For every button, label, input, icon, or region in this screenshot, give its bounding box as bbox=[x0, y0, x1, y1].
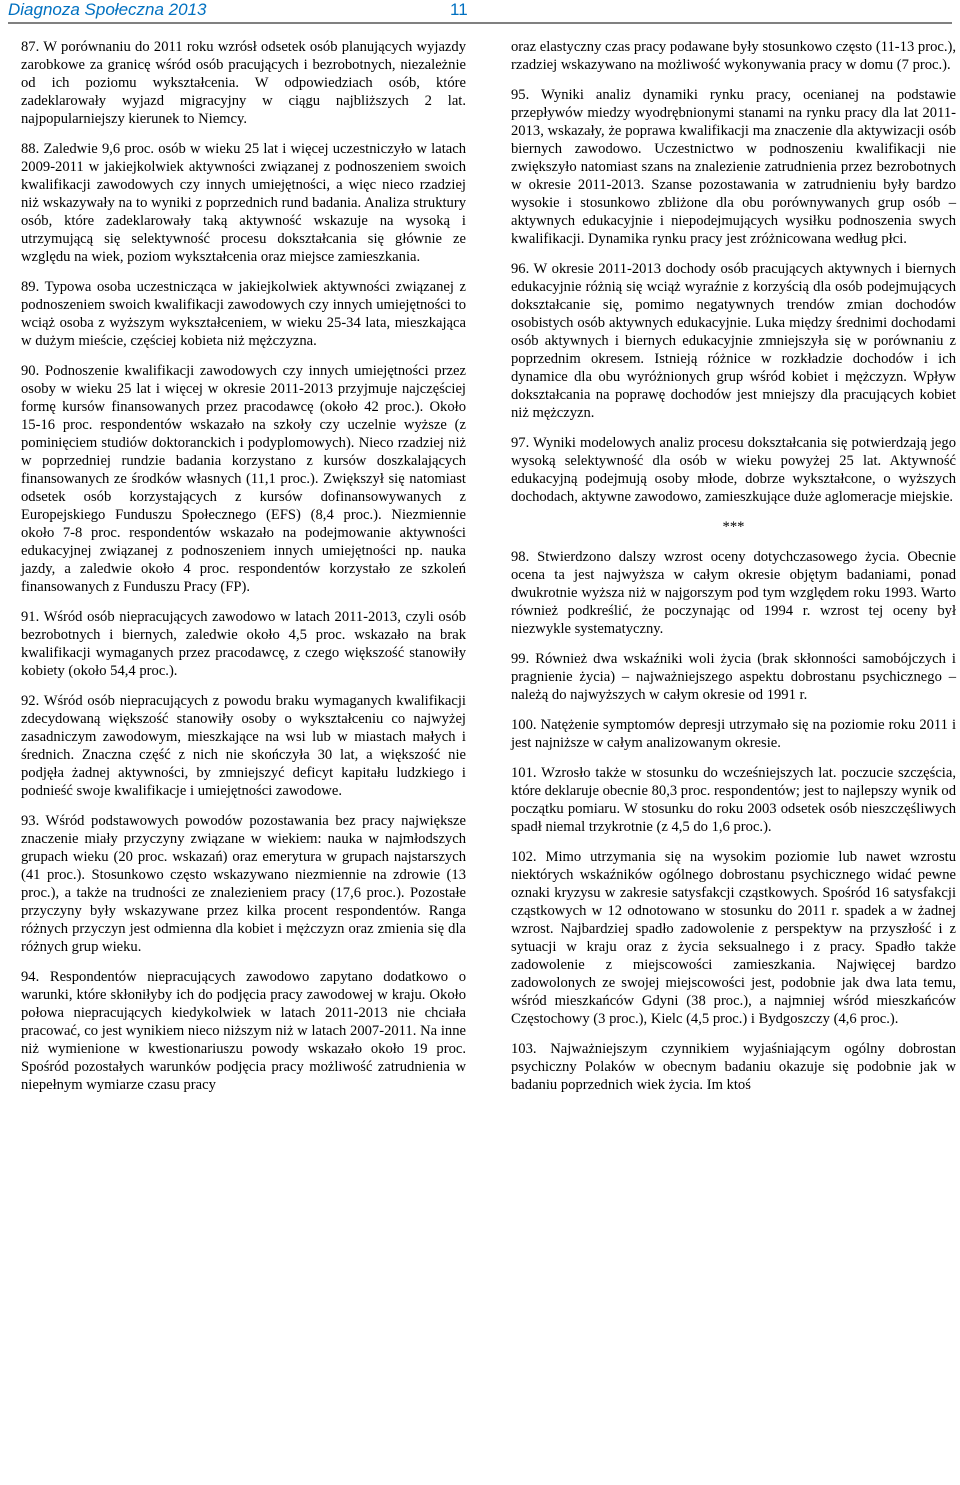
paragraph-103: 103. Najważniejszym czynnikiem wyjaśniającym ogólny dobrostan psychiczny Polaków w obecnym badaniu okazuje się podobnie jak w badaniu poprzednich wiek życia. Im ktoś bbox=[511, 1041, 956, 1093]
section-separator: *** bbox=[722, 519, 745, 535]
page-header bbox=[8, 0, 952, 24]
paragraph-93: 93. Wśród podstawowych powodów pozostawania bez pracy największe znaczenie miały przyczyny związane w wiekiem: nauka w najmłodszych grupach wieku (20 proc. wskazań) oraz emerytura w grupach najstarszych (41 proc.). Stosunkowo często wskazywano niezmiennie na zdrowie (13 proc.), a także na trudności ze znalezieniem pracy (17,6 proc.). Pozostałe przyczyny były wskazywane przez kilka procent respondentów. Ranga różnych przyczyn jest odmienna dla kobiet i mężczyzn oraz zmienia się dla różnych grup wieku. bbox=[21, 813, 466, 955]
paragraph-100: 100. Natężenie symptomów depresji utrzymało się na poziomie roku 2011 i jest najniższe w całym analizowanym okresie. bbox=[511, 717, 956, 751]
paragraph-101: 101. Wzrosło także w stosunku do wcześniejszych lat. poczucie szczęścia, które deklaruje obecnie 80,3 proc. respondentów; jest to najlepszy wynik od początku pomiaru. W stosunku do roku 2003 odsetek osób nieszczęśliwych spadł niemal trzykrotnie (z 4,5 do 1,6 proc.). bbox=[511, 765, 956, 835]
paragraph-94-continued: oraz elastyczny czas pracy podawane były stosunkowo często (11-13 proc.), rzadziej wskazywano na możliwość wykonywania pracy w domu (7 proc.). bbox=[511, 39, 956, 73]
page-number: 11 bbox=[450, 0, 468, 19]
paragraph-89: 89. Typowa osoba uczestnicząca w jakiejkolwiek aktywności związanej z podnoszeniem swoich kwalifikacji zawodowych czy innych umiejętności to wciąż osoba z wyższym wykształceniem, w wieku 25-34 lata, mieszkająca w dużym mieście, częściej kobieta niż mężczyzna. bbox=[21, 279, 466, 349]
header-title: Diagnoza Społeczna 2013 bbox=[8, 0, 207, 19]
paragraph-97: 97. Wyniki modelowych analiz procesu dokształcania się potwierdzają jego wysoką selektywność dla osób w wieku powyżej 25 lat. Aktywność edukacyjną podejmują osoby młode, dobrze wykształcone, o wyższych dochodach, aktywne zawodowo, zamieszkujące duże aglomeracje miejskie. bbox=[511, 435, 956, 505]
paragraph-102: 102. Mimo utrzymania się na wysokim poziomie lub nawet wzrostu niektórych wskaźników ogólnego dobrostanu psychicznego widać pewne oznaki kryzysu w zakresie satysfakcji cząstkowych. Spośród 16 satysfakcji cząstkowych w 12 odnotowano w stosunku do 2011 r. spadek a w żadnej wzrost. Najbardziej spadło zadowolenie z perspektyw na przyszłość i z sytuacji w kraju oraz z życia seksualnego i z pracy. Spadło także zadowolenie z miejscowości zamieszkania. Najwięcej bardzo zadowolonych ze swojej miejscowości jest, podobnie jak dwa lata temu, wśród mieszkańców Gdyni (38 proc.), a najmniej wśród mieszkańców Częstochowy (3 proc.), Kielc (4,5 proc.) i Bydgoszczy (4,6 proc.). bbox=[511, 849, 956, 1027]
paragraph-94: 94. Respondentów niepracujących zawodowo zapytano dodatkowo o warunki, które skłoniłyby ich do podjęcia pracy zawodowej w kraju. Około połowa niepracujących kiedykolwiek w latach 2011-2013 nie chciała pracować, co jest wynikiem nieco niższym niż w latach 2007-2011. Na inne niż wymienione w kwestionariuszu powody wskazało około 19 proc. Spośród pozostałych warunków podjęcia pracy możliwość zatrudnienia w niepełnym wymiarze czasu pracy bbox=[21, 969, 466, 1093]
right-column bbox=[511, 38, 956, 1106]
paragraph-96: 96. W okresie 2011-2013 dochody osób pracujących aktywnych i biernych edukacyjnie różnią się wciąż wyraźnie z korzyścią dla osób podejmujących dokształcanie się, pomimo negatywnych trendów zmian dochodów osobistych osób aktywnych edukacyjnie. Luka między średnimi dochodami osób aktywnych i biernych edukacyjnie zmniejszyła się w porównaniu z poprzednim okresem. Istnieją różnice w rozkładzie dochodów i ich dynamice dla obu wyróżnionych grup wśród kobiet i mężczyzn. Wpływ dokształcania na poprawę dochodów jest mniejszy dla pracujących kobiet niż mężczyzn. bbox=[511, 261, 956, 421]
paragraph-99: 99. Również dwa wskaźniki woli życia (brak skłonności samobójczych i pragnienie życia) – najważniejszego aspektu dobrostanu psychicznego – należą do najwyższych w całym okresie od 1991 r. bbox=[511, 651, 956, 703]
paragraph-92: 92. Wśród osób niepracujących z powodu braku wymaganych kwalifikacji zdecydowaną większość stanowiły osoby o wykształceniu co najwyżej zasadniczym zawodowym, mieszkające na wsi lub w miastach małych i średnich. Znaczna część z nich nie skończyła 30 lat, a większość nie podjęła żadnej aktywności, by zmniejszyć deficyt kapitału ludzkiego i podnieść swoje kwalifikacje i umiejętności zawodowe. bbox=[21, 693, 466, 799]
paragraph-98: 98. Stwierdzono dalszy wzrost oceny dotychczasowego życia. Obecnie ocena ta jest najwyższa w całym okresie objętym badaniami, ponad dwukrotnie wyższa niż w najgorszym pod tym względem roku 1993. Warto również podkreślić, że poczynając od 1994 r. wzrost tej oceny był niezwykle systematyczny. bbox=[511, 549, 956, 637]
paragraph-87: 87. W porównaniu do 2011 roku wzrósł odsetek osób planujących wyjazdy zarobkowe za granicę wśród osób pracujących i bezrobotnych, niezależnie od ich poziomu wykształcenia. W odpowiedziach osób, które zadeklarowały wyjazd migracyjny w ciągu najbliższych 2 lat. najpopularniejszy kierunek to Niemcy. bbox=[21, 39, 466, 127]
paragraph-91: 91. Wśród osób niepracujących zawodowo w latach 2011-2013, czyli osób bezrobotnych i biernych, zaledwie około 4,5 proc. wskazało na brak kwalifikacji wymaganych przez pracodawcę, z czego większość stanowiły kobiety (około 54,4 proc.). bbox=[21, 609, 466, 679]
left-column bbox=[21, 38, 466, 1106]
paragraph-90: 90. Podnoszenie kwalifikacji zawodowych czy innych umiejętności przez osoby w wieku 25 lat i więcej w okresie 2011-2013 przyjmuje najczęściej formę kursów finansowanych przez pracodawcę (około 42 proc.). Około 15-16 proc. respondentów wskazało na szkoły czy uczelnie wyższe (z pominięciem studiów doktoranckich i podyplomowych). Nieco rzadziej niż w poprzedniej rundzie badania korzystano z kursów doszkalających finansowanych ze środków własnych (11,1 proc.). Zwiększył się natomiast odsetek osób korzystających z kursów dofinansowywanych z Europejskiego Funduszu Społecznego (EFS) (8,4 proc.). Niezmiennie około 7-8 proc. respondentów wskazało na podejmowanie aktywności edukacyjnej związanej z podnoszeniem innych umiejętności np. nauka jazdy, a zaledwie około 4 proc. respondentów korzystało ze szkoleń finansowanych z Funduszu Pracy (FP). bbox=[21, 363, 466, 595]
paragraph-95: 95. Wyniki analiz dynamiki rynku pracy, ocenianej na podstawie przepływów miedzy wyodrębnionymi stanami na rynku pracy dla lat 2011-2013, wskazały, że poprawa kwalifikacji ma znaczenie dla aktywizacji osób biernych zawodowo. Uczestnictwo w podnoszeniu kwalifikacji nie zwiększyło natomiast szans na znalezienie zatrudnienia przez bezrobotnych w okresie 2011-2013. Szanse pozostawania w zatrudnieniu były bardzo wysokie i stosunkowo zbliżone dla obu porównywanych grup osób – aktywnych edukacyjnie i niepodejmujących wysiłku podnoszenia swych kwalifikacji. Dynamika rynku pracy jest zróżnicowana według płci. bbox=[511, 87, 956, 247]
paragraph-88: 88. Zaledwie 9,6 proc. osób w wieku 25 lat i więcej uczestniczyło w latach 2009-2011 w jakiejkolwiek aktywności związanej z podnoszeniem swoich kwalifikacji zawodowych czy innych umiejętności, a więc nieco rzadziej niż wskazywały na to wyniki z poprzednich rund badania. Analiza struktury osób, które zadeklarowały taką aktywność wskazuje na wysoką i utrzymującą się selektywność procesu dokształcania się głównie ze względu na wiek, poziom wykształcenia oraz miejsce zamieszkania. bbox=[21, 141, 466, 265]
